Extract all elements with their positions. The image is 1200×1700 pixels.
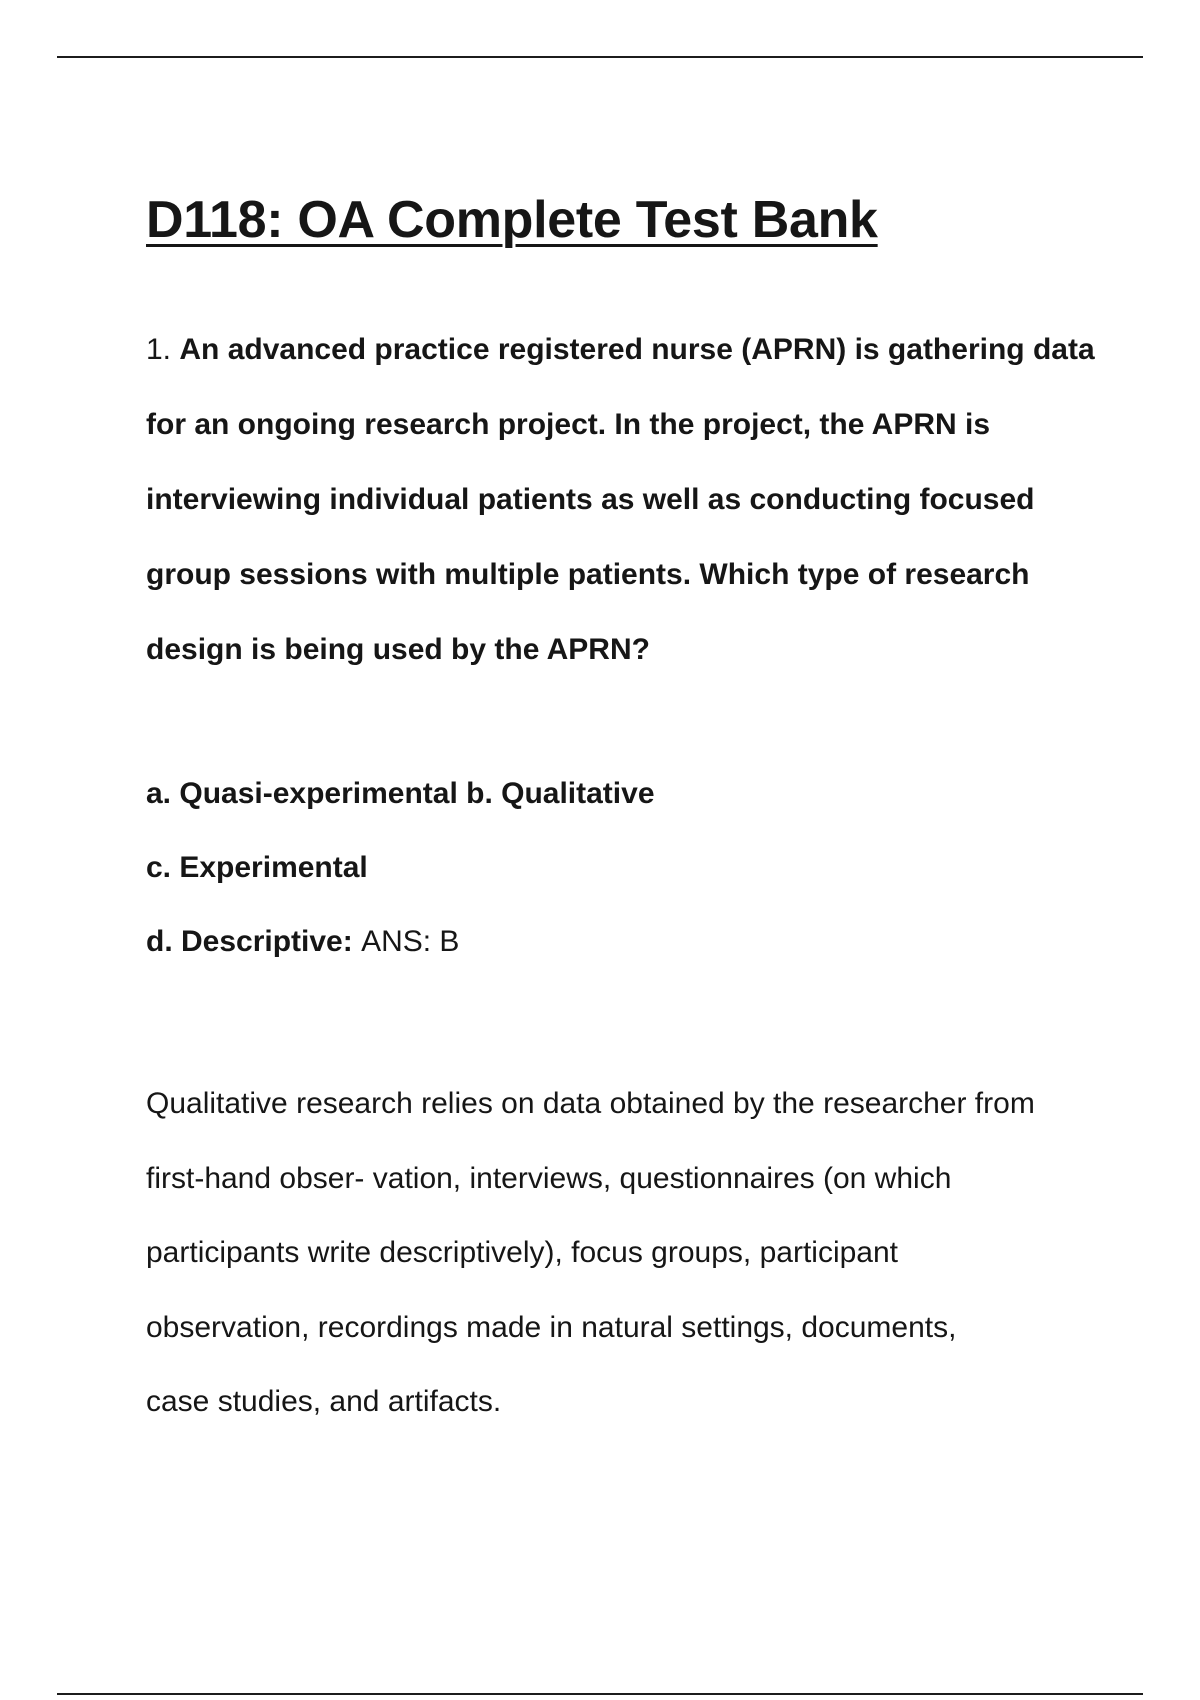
rationale-line: first-hand obser- vation, interviews, questionnaires (on which	[146, 1161, 952, 1195]
question-stem: An advanced practice registered nurse (APRN) is gathering data for an ongoing research project. In the project, the APRN is interviewing individual patients as well as conducting focused group sessions with multiple patients. Which type of research design is being used by the APRN?	[146, 333, 1095, 666]
option-d-label: d. Descriptive:	[146, 925, 353, 958]
rationale-line: case studies, and artifacts.	[146, 1385, 502, 1418]
rationale-line: Qualitative research relies on data obtained by the researcher from	[146, 1087, 1035, 1120]
rationale-line: participants write descriptively), focus groups, participant	[146, 1236, 898, 1269]
option-line-d	[146, 905, 1106, 979]
option-line-a-b: a. Quasi-experimental b. Qualitative	[146, 777, 655, 810]
bottom-rule	[57, 1693, 1143, 1695]
rationale-line: observation, recordings made in natural settings, documents,	[146, 1310, 957, 1344]
question-1	[146, 312, 1106, 687]
page-content	[146, 190, 1106, 1440]
rationale-paragraph	[146, 1067, 1106, 1440]
answer-key: ANS: B	[361, 925, 460, 958]
option-line-c: c. Experimental	[146, 851, 368, 884]
answer-options	[146, 757, 1106, 979]
top-rule	[57, 56, 1143, 58]
question-number: 1.	[146, 333, 172, 366]
page-title: D118: OA Complete Test Bank	[146, 191, 878, 249]
